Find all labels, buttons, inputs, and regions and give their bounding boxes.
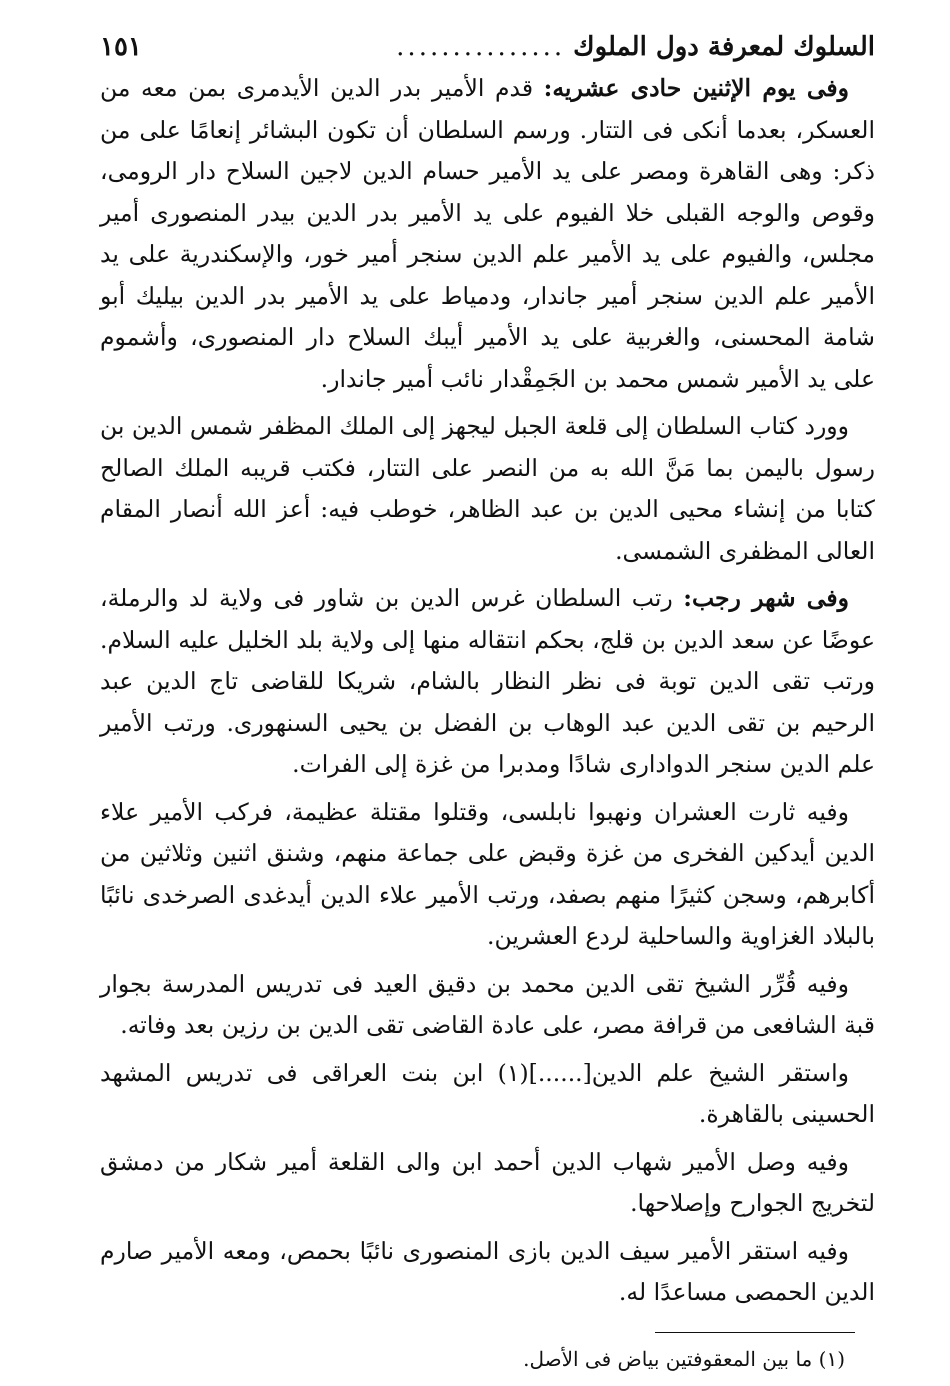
paragraph-lead: وفى شهر رجب: [683, 584, 849, 612]
paragraph [100, 964, 875, 1047]
paragraph-lead: وفى يوم الإثنين حادى عشريه: [543, 74, 849, 102]
footnote-divider [655, 1332, 855, 1333]
paragraph-text: وفيه استقر الأمير سيف الدين بازى المنصورى نائبًا بحمص، ومعه الأمير صارم الدين الحمصى مساعدًا له. [100, 1236, 875, 1306]
paragraph-text: رتب السلطان غرس الدين بن شاور فى ولاية لد والرملة، عوضًا عن سعد الدين بن قلج، بحكم انتقاله منها إلى ولاية بلد الخليل عليه السلام. ورتب تقى الدين توبة فى نظر النظار بالشام، شريكا للقاضى تاج الدين عبد الرحيم بن تقى الدين عبد الوهاب بن الفضل بن يحيى السنهورى. ورتب الأمير علم الدين سنجر الدوادارى شادًا ومدبرا من غزة إلى الفرات. [100, 584, 875, 778]
page-number: ١٥١ [100, 32, 142, 62]
paragraph [100, 1053, 875, 1136]
main-text [100, 68, 875, 1314]
paragraph [100, 578, 875, 786]
paragraph [100, 1142, 875, 1225]
paragraph-text: وورد كتاب السلطان إلى قلعة الجبل ليجهز إلى الملك المظفر شمس الدين بن رسول باليمن بما مَنَّ الله به من النصر على التتار، فكتب قريبه الملك الصالح كتابا من إنشاء محيى الدين بن عبد الظاهر، خوطب فيه: أعز الله أنصار المقام العالى المظفرى الشمسى. [100, 412, 875, 565]
paragraph-text: واستقر الشيخ علم الدين[......](١) ابن بنت العراقى فى تدريس المشهد الحسينى بالقاهرة. [100, 1058, 875, 1128]
paragraph-text: وفيه قُرِّر الشيخ تقى الدين محمد بن دقيق العيد فى تدريس المدرسة بجوار قبة الشافعى من قرافة مصر، على عادة القاضى تقى الدين بن رزين بعد وفاته. [100, 969, 875, 1039]
running-header [100, 30, 875, 68]
book-title: السلوك لمعرفة دول الملوك [573, 32, 875, 62]
paragraph-text: وفيه ثارت العشران ونهبوا نابلسى، وقتلوا مقتلة عظيمة، فركب الأمير علاء الدين أيدكين الفخرى من غزة وقبض على جماعة منهم، وشنق اثنين وثلاثين من أكابرهم، وسجن كثيرًا منهم بصفد، ورتب الأمير علاء الدين أيدغدى الصرخدى نائبًا بالبلاد الغزاوية والساحلية لردع العشرين. [100, 797, 875, 950]
paragraph-text: وفيه وصل الأمير شهاب الدين أحمد ابن والى القلعة أمير شكار من دمشق لتخريج الجوارح وإصلاحها. [100, 1147, 875, 1217]
paragraph [100, 406, 875, 572]
book-page [100, 30, 875, 1370]
footnote: (١) ما بين المعقوفتين بياض فى الأصل. [523, 1346, 845, 1371]
paragraph [100, 792, 875, 958]
paragraph-text: قدم الأمير بدر الدين الأيدمرى بمن معه من العسكر، بعدما أنكى فى التتار. ورسم السلطان أن تكون البشائر إنعامًا على من ذكر: وهى القاهرة ومصر على يد الأمير حسام الدين لاجين السلاح دار الرومى، وقوص والوجه القبلى خلا الفيوم على يد الأمير بدر الدين بيدر المنصورى أمير مجلس، والفيوم على يد الأمير علم الدين سنجر أمير خور، والإسكندرية على يد الأمير علم الدين سنجر أمير جاندار، ودمياط على يد الأمير بدر الدين بيليك أبو شامة المحسنى، والغربية على يد الأمير أيبك السلاح دار المنصورى، وأشموم على يد الأمير شمس محمد بن الجَمِقْدار نائب أمير جاندار. [100, 74, 875, 393]
paragraph [100, 1231, 875, 1314]
paragraph [100, 68, 875, 400]
leader-dots: ............... [396, 32, 566, 62]
